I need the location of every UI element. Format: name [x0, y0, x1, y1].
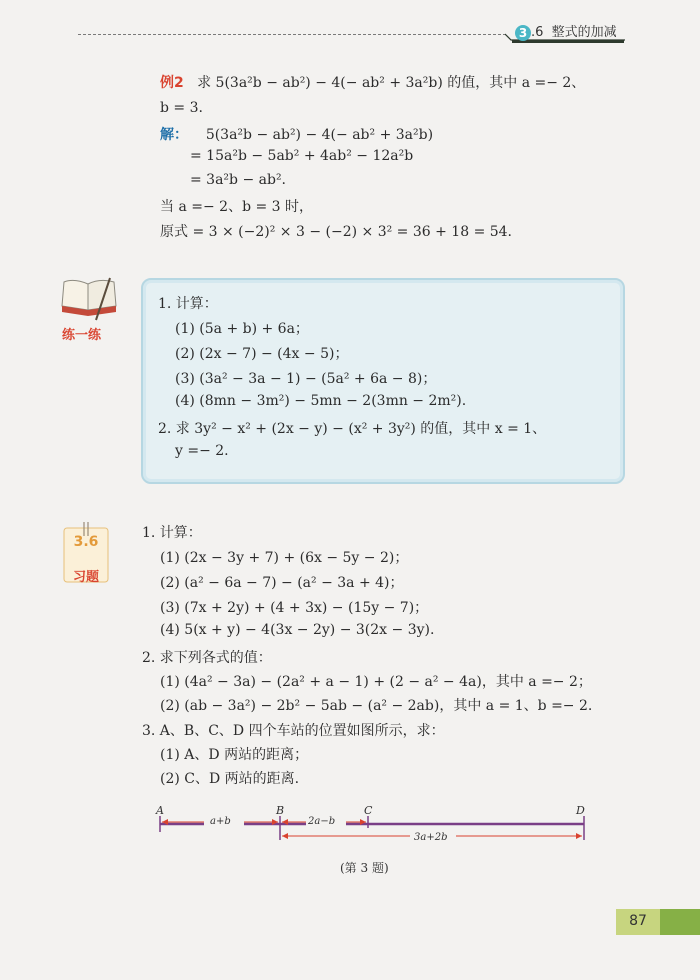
page-number-tab	[660, 909, 700, 935]
exercise-q3-part1: (1) A、D 两站的距离；	[160, 747, 309, 763]
segment-bd-label: 3a+2b	[414, 832, 448, 843]
point-d-label: D	[576, 804, 585, 817]
exercise-q2: 2. 求下列各式的值：	[142, 650, 272, 666]
example-line-1	[160, 72, 585, 92]
practice-q1-part4: (4) (8mn − 3m²) − 5mn − 2(3mn − 2m²).	[175, 393, 467, 409]
practice-label: 练一练	[62, 328, 102, 343]
section-number-rest: .6	[531, 25, 544, 40]
point-a-label: A	[156, 804, 164, 817]
practice-q1-part1: (1) (5a + b) + 6a；	[175, 321, 309, 337]
station-diagram	[150, 800, 600, 848]
practice-q1: 1. 计算：	[158, 296, 218, 312]
diagram-caption: (第 3 题)	[340, 861, 389, 875]
example-question: 求 5(3a²b − ab²) − 4(− ab² + 3a²b) 的值，其中 a =− 2、	[197, 75, 586, 91]
segment-bc-label: 2a−b	[308, 816, 336, 827]
practice-q2-line1: 2. 求 3y² − x² + (2x − y) − (x² + 3y²) 的值，其中 x = 1、	[158, 421, 547, 437]
section-title: 整式的加减	[551, 25, 617, 40]
example-label: 例2	[160, 75, 184, 91]
practice-q2-line2: y =− 2.	[175, 443, 229, 459]
exercise-q3: 3. A、B、C、D 四个车站的位置如图所示，求：	[142, 723, 445, 739]
practice-q1-part3: (3) (3a² − 3a − 1) − (5a² + 6a − 8)；	[175, 371, 437, 387]
point-c-label: C	[364, 804, 373, 817]
exercise-q2-part2: (2) (ab − 3a²) − 2b² − 5ab − (a² − 2ab)，其中 a = 1、b =− 2.	[160, 698, 593, 714]
solution-line-3: = 3a²b − ab².	[190, 172, 287, 188]
exercise-q1: 1. 计算：	[142, 525, 202, 541]
exercise-badge-number: 3.6	[73, 534, 99, 550]
example-line-2: b = 3.	[160, 100, 203, 116]
exercise-badge-label: 习题	[72, 570, 99, 585]
exercise-q1-part4: (4) 5(x + y) − 4(3x − 2y) − 3(2x − 3y).	[160, 622, 435, 638]
solution-line-4: 当 a =− 2、b = 3 时，	[160, 199, 314, 215]
page-number: 87	[629, 913, 647, 929]
practice-q1-part2: (2) (2x − 7) − (4x − 5)；	[175, 346, 349, 362]
exercise-q2-part1: (1) (4a² − 3a) − (2a² + a − 1) + (2 − a² − 4a)，其中 a =− 2；	[160, 674, 592, 690]
exercise-q1-part2: (2) (a² − 6a − 7) − (a² − 3a + 4)；	[160, 575, 404, 591]
solution-expression: 5(3a²b − ab²) − 4(− ab² + 3a²b)	[205, 127, 434, 143]
section-number-badge: 3	[515, 25, 531, 41]
exercise-q1-part3: (3) (7x + 2y) + (4 + 3x) − (15y − 7)；	[160, 600, 429, 616]
exercise-q3-part2: (2) C、D 两站的距离.	[160, 771, 300, 787]
solution-line-2: = 15a²b − 5ab² + 4ab² − 12a²b	[190, 148, 414, 164]
solution-line-1	[160, 124, 433, 144]
solution-line-5: 原式 = 3 × (−2)² × 3 − (−2) × 3² = 36 + 18 = 54.	[160, 224, 513, 240]
exercise-q1-part1: (1) (2x − 3y + 7) + (6x − 5y − 2)；	[160, 550, 409, 566]
solution-label: 解：	[160, 127, 188, 143]
point-b-label: B	[276, 804, 285, 817]
header-dashed-rule	[78, 34, 506, 35]
section-header	[515, 21, 617, 41]
segment-ab-label: a+b	[210, 816, 231, 827]
